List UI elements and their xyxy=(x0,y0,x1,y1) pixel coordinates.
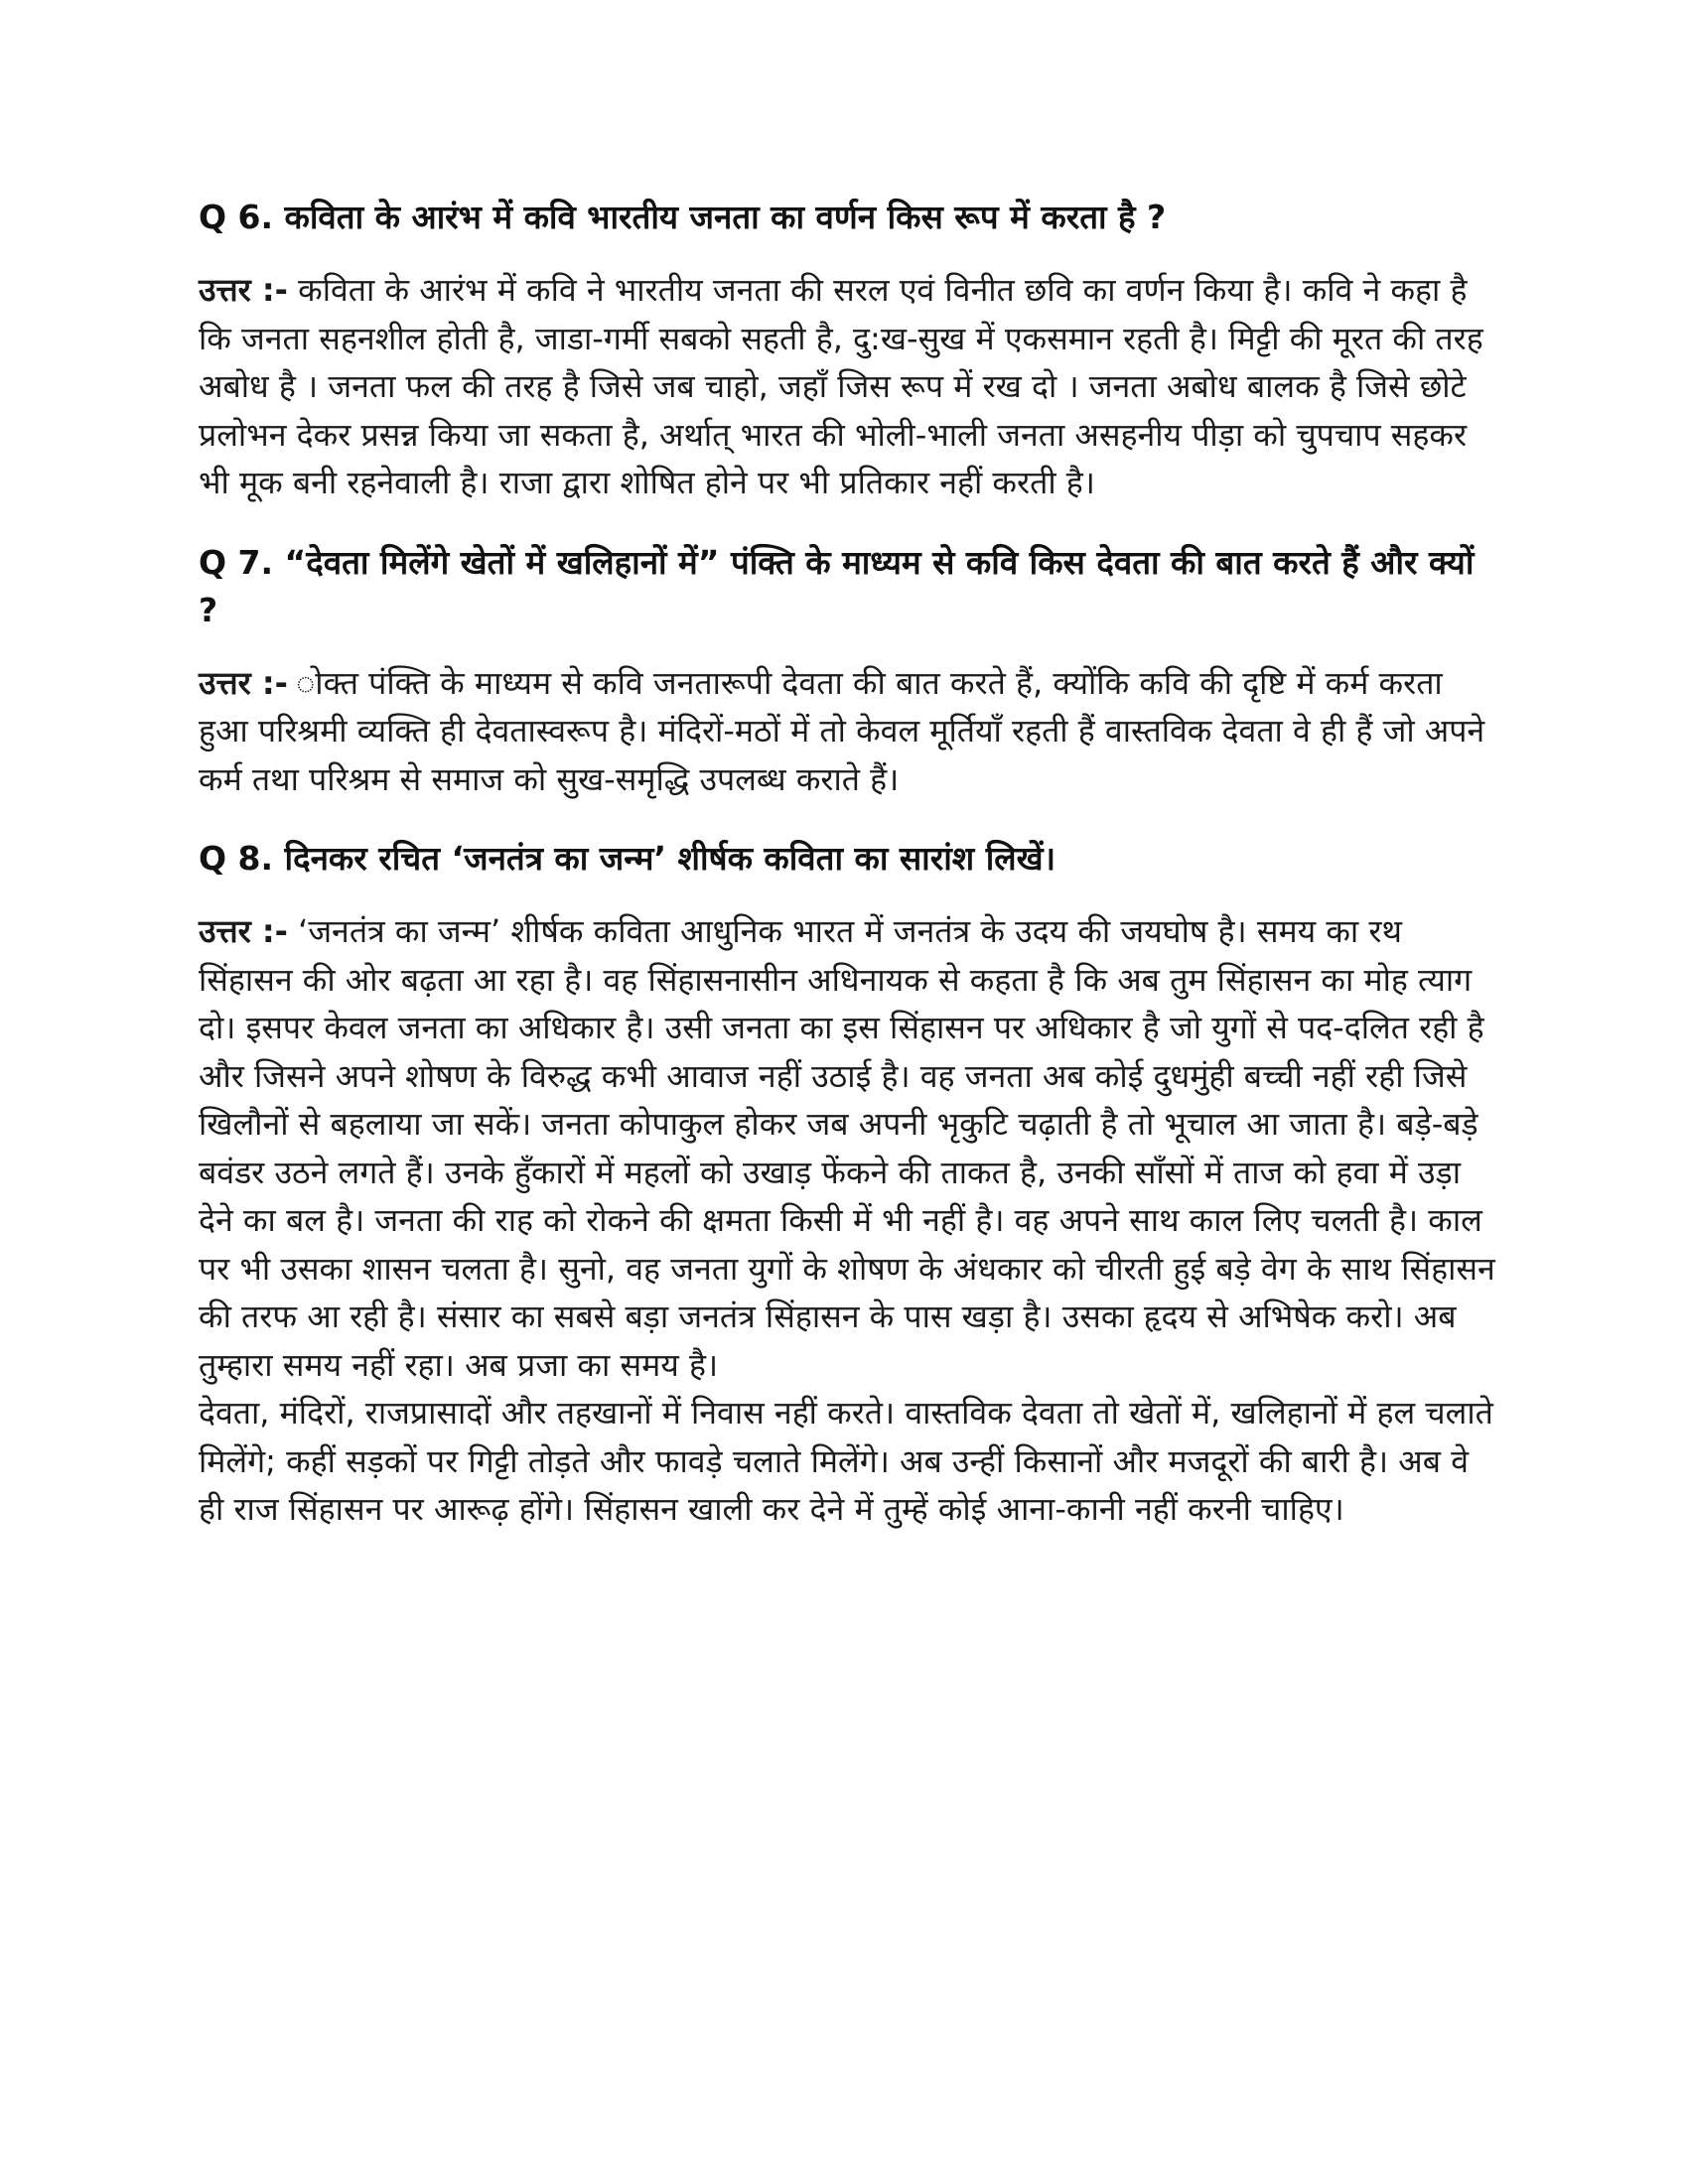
answer-6 xyxy=(199,266,1499,507)
document-content xyxy=(199,194,1499,1566)
answer-label: उत्तर :- xyxy=(199,271,288,309)
answer-8-paragraph-1 xyxy=(199,907,1499,1389)
question-7: Q 7. “देवता मिलेंगे खेतों में खलिहानों में” पंक्ति के माध्यम से कवि किस देवता की बात करते हैं और क्यों ? xyxy=(199,542,1475,629)
answer-label: उत्तर :- xyxy=(199,912,288,950)
question-8: Q 8. दिनकर रचित ‘जनतंत्र का जन्म’ शीर्षक कविता का सारांश लिखें। xyxy=(199,839,1056,878)
question-6: Q 6. कविता के आरंभ में कवि भारतीय जनता का वर्णन किस रूप में करता है ? xyxy=(199,198,1167,236)
answer-6-text: कविता के आरंभ में कवि ने भारतीय जनता की सरल एवं विनीत छवि का वर्णन किया है। कवि ने कहा है कि जनता सहनशील होती है, जाडा-गर्मी सबको सहती है, दु:ख-सुख में एकसमान रहती है। मिट्टी की मूरत की तरह अबोध है । जनता फल की तरह है जिसे जब चाहो, जहाँ जिस रूप में रख दो । जनता अबोध बालक है जिसे छोटे प्रलोभन देकर प्रसन्न किया जा सकता है, अर्थात् भारत की भोली-भाली जनता असहनीय पीड़ा को चुपचाप सहकर भी मूक बनी रहनेवाली है। राजा द्वारा शोषित होने पर भी प्रतिकार नहीं करती है। xyxy=(199,271,1483,501)
answer-8-text-1: ‘जनतंत्र का जन्म’ शीर्षक कविता आधुनिक भारत में जनतंत्र के उदय की जयघोष है। समय का रथ सिंहासन की ओर बढ़ता आ रहा है। वह सिंहासनासीन अधिनायक से कहता है कि अब तुम सिंहासन का मोह त्याग दो। इसपर केवल जनता का अधिकार है। उसी जनता का इस सिंहासन पर अधिकार है जो युगों से पद-दलित रही है और जिसने अपने शोषण के विरुद्ध कभी आवाज नहीं उठाई है। वह जनता अब कोई दुधमुंही बच्ची नहीं रही जिसे खिलौनों से बहलाया जा सकें। जनता कोपाकुल होकर जब अपनी भृकुटि चढ़ाती है तो भूचाल आ जाता है। बड़े-बड़े बवंडर उठने लगते हैं। उनके हुँकारों में महलों को उखाड़ फेंकने की ताकत है, उनकी साँसों में ताज को हवा में उड़ा देने का बल है। जनता की राह को रोकने की क्षमता किसी में भी नहीं है। वह अपने साथ काल लिए चलती है। काल पर भी उसका शासन चलता है। सुनो, वह जनता युगों के शोषण के अंधकार को चीरती हुई बड़े वेग के साथ सिंहासन की तरफ आ रही है। संसार का सबसे बड़ा जनतंत्र सिंहासन के पास खड़ा है। उसका हृदय से अभिषेक करो। अब तुम्हारा समय नहीं रहा। अब प्रजा का समय है। xyxy=(199,912,1495,1384)
answer-7-text: ोक्त पंक्ति के माध्यम से कवि जनतारूपी देवता की बात करते हैं, क्योंकि कवि की दृष्टि में कर्म करता हुआ परिश्रमी व्यक्ति ही देवतास्वरूप है। मंदिरों-मठों में तो केवल मूर्तियाँ रहती हैं वास्तविक देवता वे ही हैं जो अपने कर्म तथा परिश्रम से समाज को सुख-समृद्धि उपलब्ध कराते हैं। xyxy=(199,663,1485,798)
answer-7 xyxy=(199,659,1499,804)
answer-label: उत्तर :- xyxy=(199,663,288,702)
answer-8 xyxy=(199,907,1499,1534)
answer-8-paragraph-2: देवता, मंदिरों, राजप्रासादों और तहखानों में निवास नहीं करते। वास्तविक देवता तो खेतों में, खलिहानों में हल चलाते मिलेंगे; कहीं सड़कों पर गिट्टी तोड़ते और फावड़े चलाते मिलेंगे। अब उन्हीं किसानों और मजदूरों की बारी है। अब वे ही राज सिंहासन पर आरूढ़ होंगे। सिंहासन खाली कर देने में तुम्हें कोई आना-कानी नहीं करनी चाहिए। xyxy=(199,1394,1493,1528)
